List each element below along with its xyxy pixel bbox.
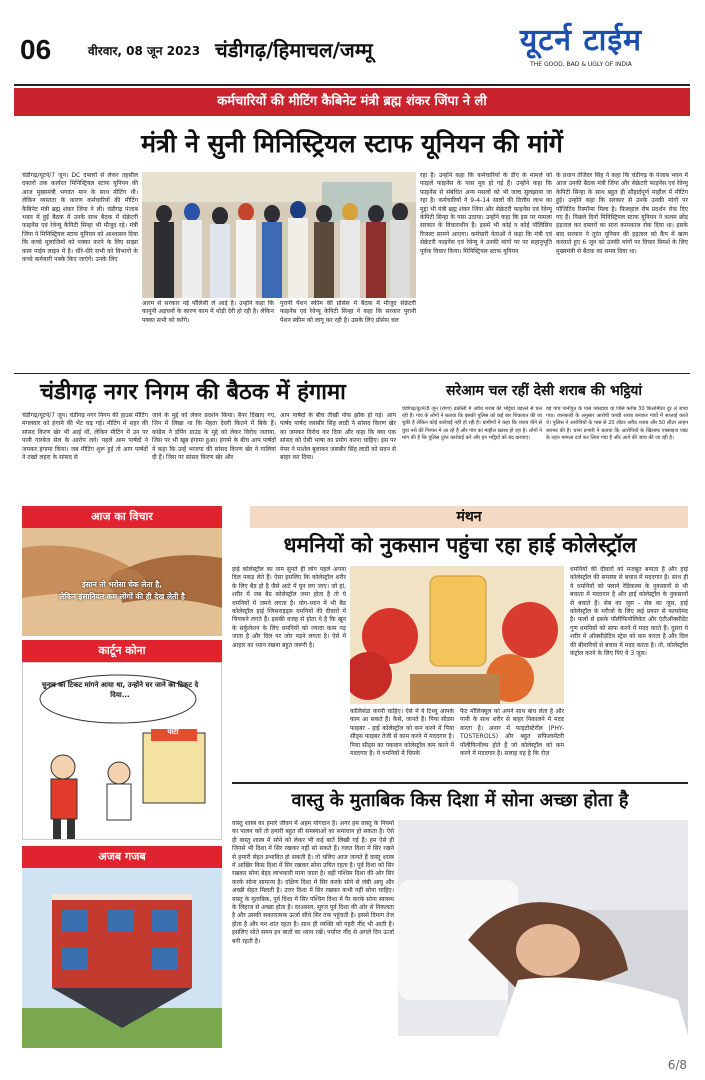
liquor-headline: सरेआम चल रहीं देसी शराब की भट्ठियां (445, 383, 643, 399)
edition-region: चंडीगढ़/हिमाचल/जम्मू (215, 38, 373, 62)
vastu-headline: वास्तु के मुताबिक किस दिशा में सोना अच्छा होता है (291, 790, 629, 811)
cartoon-speech: चुनाव का टिकट मांगने आया था, उन्होंने घर जाने का टिकट दे दिया... (41, 681, 199, 699)
cartoon-title: कार्टून कोना (22, 640, 222, 662)
lead-column-3: रहा है। उन्होंने कहा कि कर्मचारियों के डीए के मामले को फाइलें फाइनेंस के पास मूव हो गई हैं। उन्होंने कहा कि फाइनेंस से संबंधित अन्य मसलों को भी जल्द सुलझाया जा रहा है। कर्मचारियों ने 9-4-14 सालों की वित्तीय लाभ का मुद्दा भी मंत्री ब्रह्म शंकर जिंपा और सेक्रेटरी फाइनेंस एवं रेवेन्यू केपिटी सिन्हा के पास उठाया। उन्होंने कहा कि इस पर मामला सरकार के विचाराधीन है। इसमें भी कोई न कोई पॉलिसिय रिजल्ट सामने आएगा। कर्मचारी नेताओं ने कहा कि मंत्री एवं सेक्रेटरी फाइनेंस एवं रेवेन्यू ने उनकी मांगों पर पर सहानुभूति पूर्वक विचार किया। मिनिस्ट्रियल स्टाफ यूनियन (420, 172, 552, 255)
cartoon-sign: पार्टी (167, 728, 179, 736)
liquor-col-1: चंडीगढ़/यूटर्न/8 जून (राणा) ढकौली में अवैध शराब की भट्ठियां धड़ल्ले से चल रही हैं। गांव के लोगों ने बताया कि इसकी पुलिस को कई बार शिकायत की जा चुकी है लेकिन कोई कार्रवाई नहीं हो रही है। ग्रामीणों ने कहा कि शराब पीने से युवा नशे की गिरफ्त में आ रहे हैं और गांव का माहौल खराब हो रहा है। लोगों ने मांग की है कि पुलिस तुरंत कार्रवाई करे और इन भट्ठियों को बंद करवाए। (402, 406, 542, 441)
cholesterol-col-1: हाई कोलेस्ट्रॉल का नाम सुनते ही लोग पहले अपना दिल पकड़ लेते हैं। ऐसा इसलिए कि कोलेस्ट्रॉल शरीर के लिए बैड हो है जैसे आटे में घुन लग जाए। जो हां, शरीर में जब बैड कोलेस्ट्रॉल जमा होता है तो ये धमनियों में जमने लगता है। योग-ध्यान में भी बैड कोलेस्ट्रॉल हाई ग्लिसराइड्स धमनियों की दीवारों में चिपकने लगते हैं। इसकी वजह से होता ये है कि खून के सर्कुलेशन के लिए धमनियों को ज्यादा काम पड़ जाता है और दिल पर जोर पड़ने लगता है। ऐसे में आहार का ध्यान रखना बहुत जरूरी है। (232, 566, 346, 649)
cholesterol-headline: धमनियों को नुकसान पहुंचा रहा हाई कोलेस्ट्रॉल (283, 533, 637, 557)
aaj-ka-vichar-title: आज का विचार (22, 506, 222, 528)
edition-date: वीरवार, 08 जून 2023 (88, 44, 201, 58)
section-rule (14, 373, 690, 374)
sleeping-woman-photo (398, 820, 688, 1036)
nagar-nigam-col-3: आप पार्षदों के बीच तीखी नोक झोंक हो गई। आप पार्षद पार्षद जसबीर सिंह लाडी ने सांसद किरण खेर का जमकर विरोध कर दिया और कहा कि क्या एक सांसद को ऐसी भाषा का प्रयोग करना चाहिए। इस पर मेयर ने मार्शल बुलाकर जसबीर सिंह लाडी को सदन से बाहर कर दिया। (280, 412, 396, 462)
nagar-nigam-col-2: जाने के मुद्दे को लेकर प्रदर्शन किया। बैनर दिखाए गए, जिन में लिखा था कि मेहता देवरी कितने में बिके हैं। कांग्रेस ने डंपिंग ग्राउंड के मुद्दे को लेकर विरोध जताया, जिस पर भी खूब हंगामा हुआ। हंगामे के बीच आप पार्षदों ने कहा कि उन्हें भाजपा की सांसद किरण खेर ने गालियां दी हैं। जिस पर सांसद किरण खेर और (152, 412, 276, 462)
page-of-indicator: 6/8 (667, 1058, 687, 1072)
cholesterol-col-3: फैट मॉलिक्यूल को अपने साथ बांध लेता है और पानी के साथ शरीर से बाहर निकालने में मदद करता है। अनार में फाइटोस्टेरॉल (PHY-TOSTEROLS) और बहुत सफिलामेंटरी पॉलीफिनॉल्स होते हैं जो कोलेस्ट्रॉल को कम करने में मददगार है। सलाह यह है कि रोज़ (460, 708, 564, 758)
meeting-photo (142, 172, 416, 298)
manthan-tag: मंथन (250, 506, 688, 528)
lead-below-photo-b: पुरानी पेंशन स्कीम की प्रोसेस में बैठक में मौजूद सेक्रेटरी फाइनेंस एवं रेवेन्यू केपिटी सिन्हा ने कहा कि सरकार पुरानी पेंशन स्कीम को लागू कर रही है। उसके लिए प्रोसेस चल (280, 300, 416, 324)
ajab-gajab-title: अजब गजब (22, 846, 222, 868)
paper-tagline: THE GOOD, BAD & UGLY OF INDIA (530, 61, 632, 68)
lead-below-photo-a: आरम से सरकार नई पॉलिसी ले आई है। उन्होंने कहा कि कानूनी अड़चनों के कारण काम में थोड़ी देरी हो रही है। लेकिन पक्का सभी को करेंगे। (142, 300, 274, 324)
apple-juice-photo (350, 566, 564, 704)
vastu-rule (232, 782, 688, 784)
header-rule (14, 84, 690, 86)
top-banner: कर्मचारियों की मीटिंग कैबिनेट मंत्री ब्रह्म शंकर जिंपा ने ली (14, 88, 690, 116)
vichar-quote-2: लेकिन इंसानियत कम लोगों की ही देख लेती है (59, 592, 185, 601)
vastu-col-1: वास्तु शास्त्र का हमारे जीवन में अहम योगदान है। अगर हम वास्तु के नियमों का पालन करें तो हमारी बहुत सी समस्याओं का समाधान हो सकता है। ऐसे ही वास्तु शास्त्र में सोने को लेकर भी कई बातें लिखी गई हैं। हम ऐसे ही जिनसे भी दिशा में सिर रखकर नहीं सो सकते हैं। गलत दिशा में सिर रखने से हमारी सेहत प्रभावित हो सकती है। तो चलिए आज जानते हैं वास्तु शास्त्र में आखिर किस दिशा में सिर रखकर सोना उचित रहता है। पूर्व दिशा को सिर रखकर सोना बेहद लाभकारी माना जाता है। वहीं पश्चिम दिशा की ओर सिर करके सोना सामान्य है। दक्षिण दिशा में सिर करके सोने से लंबी आयु और अच्छी सेहत मिलती है। उत्तर दिशा में सिर रखकर कभी नहीं सोना चाहिए। वास्तु के मुताबिक, पूर्व दिशा में सिर पश्चिम दिशा में पैर करके सोना स्वास्थ्य के लिहाज से अच्छा होता है। दरअसल, सूरज पूर्व दिशा की ओर से निकलता है और उसकी सकारात्मक ऊर्जा सीधे सिर तक पहुंचती है। इससे दिमाग तेज होता है और मन शांत रहता है। साथ ही व्यक्ति को गहरी नींद भी आती है। इसलिए सोते समय इन बातों का ध्यान रखें। पर्याप्त नींद से अगले दिन ऊर्जा बनी रहती है। (232, 820, 394, 945)
lead-column-1: चंडीगढ़/यूटर्न/7 जून। DC दफ्तरों से लेकर तहसील दफ्तरों तक कार्यरत मिनिस्ट्रियल स्टाफ यूनियन की आज मुख्यमंत्री भगवंत मान के साथ मीटिंग थी। लेकिन व्यस्तता के कारण कर्मचारियों की मीटिंग कैबिनेट मंत्री ब्रह्म शंकर जिंपा ने ली। चंडीगढ़ पंजाब भवन में हुई बैठक में उनके साथ बैठक में सेक्रेटरी फाइनेंस एवं रेवेन्यू कैपिटी सिन्हा भी मौजूद रहे। मंत्री जिंपा ने मिनिस्ट्रियल स्टाफ यूनियन को आश्वासन दिया कि कच्चे मुलाजिमों को पक्का करने के लिए साझा काम पाईप लाइन में है। धीरे-धीरे सभी को विभागों के कच्चे कर्मचारी पक्के किए जाएंगे। उनके लिए (22, 172, 138, 264)
masthead-logo (470, 18, 692, 80)
nagar-nigam-headline: चंडीगढ़ नगर निगम की बैठक में हंगामा (40, 380, 346, 405)
vichar-quote-1: इंसान तो भरोसा चेक लेता है, (81, 580, 163, 589)
lead-column-4: के प्रधान तेजिंदर सिंह ने कहा कि चंडीगढ़ के पंजाब भवन में आज उनकी बैठक मंत्री जिंपा और सेक्रेटरी फाइनेंस एवं रेवेन्यू केपिटी सिन्हा के साथ बहुत ही सौहार्दपूर्ण माहौल में मीटिंग हुई। उन्होंने कहा कि सरकार से उनके उनकी मांगों पर पॉजिटिव रिस्पॉन्स मिला है। फिलहाल रोष प्रदर्शन रोक दिए गए हैं। पिछले दिनों मिनिस्ट्रियल स्टाफ यूनियन ने कलम छोड़ हड़ताल कर दफ्तरों का सारा कामकाज रोक दिया था। इसके बाद सरकार ने तुरंत यूनियन की हड़ताल को कैंप में खत्म करवाते हुए 6 जून को उनकी मांगों पर विचार विमर्श के लिए मुख्यमंत्री से बैठक का समय दिया था। (556, 172, 688, 255)
upside-down-house-photo (22, 868, 222, 1048)
nagar-nigam-col-1: चंडीगढ़/यूटर्न/7 जून। चंडीगढ़ नगर निगम की हाउस मीटिंग मंगलवार को हंगामे की भेंट चढ़ गई। मीटिंग में शहर की सांसद किरण खेर भी आई थीं, लेकिन मीटिंग में उन पर पानी गारबेज सेल के आरोप लगे। पहले आम पार्षदों ने जमकर हंगामा किया। जब मीटिंग शुरू हुई तो आप पार्षदों ने तख्ते लहरा के सांसद से (22, 412, 148, 462)
paper-name: यूटर्न टाईम (519, 23, 643, 58)
page-number: 06 (20, 34, 52, 65)
cholesterol-col-2: कोलिसंडा करनी चाहिए। ऐसे में ये टिश्यू आपके काम आ सकते हैं। कैसे, जानते हैं। पिया सीडस फाइबर - हाई कोलेस्ट्रॉल को कम करने में पिया सीड्स फाइबर तेजी से काम करने में मददगार है। पिया सीड्स का पकवान कोलेस्ट्रॉल कम करने में मददगार है। ये धमनियों में चिपके (350, 708, 454, 758)
liquor-col-2: वह पांच पानीपुत के पास पकड़ाया था जिसे करीब 30 किलोमीटर दूर ले जाया गया। जानकारी के अनुसार आरोपी कच्ची शराब बनाकर गांवों में सप्लाई करते थे। पुलिस ने आरोपियों के पास से 20 लीटर अवैध शराब और 50 लीटर लाहन बरामद की है। थाना प्रभारी ने बताया कि आरोपियों के खिलाफ एक्साइज एक्ट के तहत मामला दर्ज कर लिया गया है और आगे की जांच की जा रही है। (546, 406, 688, 441)
lead-headline: मंत्री ने सुनी मिनिस्ट्रियल स्टाफ यूनियन की मांगें (141, 129, 563, 158)
cholesterol-col-4: धमनियों की दीवारों को मजबूत बनाता है और हाई कोलेस्ट्रॉल की समस्या से बचाव में मददगार है। साथ ही ये धमनियों को फ्लाने रेडिकल्स के नुकसानों से भी बचाता में मददगार है और हाई कोलेस्ट्रॉल के नुकसानों से बचाते हैं। सेब का जूस - सेब का जूस, हाई कोलेस्ट्रॉल के मरीजों के लिए कई प्रकार से फायदेमंद है। फलों से इसके पॉलीफिनोलिकेट और एंटीऑक्सीडेंट गुण धमनियों को साफ करने में मदद करते हैं। दूसरा ये शरीर में ऑक्सीडेटिव स्ट्रेस को कम करता है और दिल की बीमारियों से बचाव में मदद करता है। तो, कोलेस्ट्रॉल कंट्रोल करने के लिए पिएं ये 3 जूस। (570, 566, 688, 658)
